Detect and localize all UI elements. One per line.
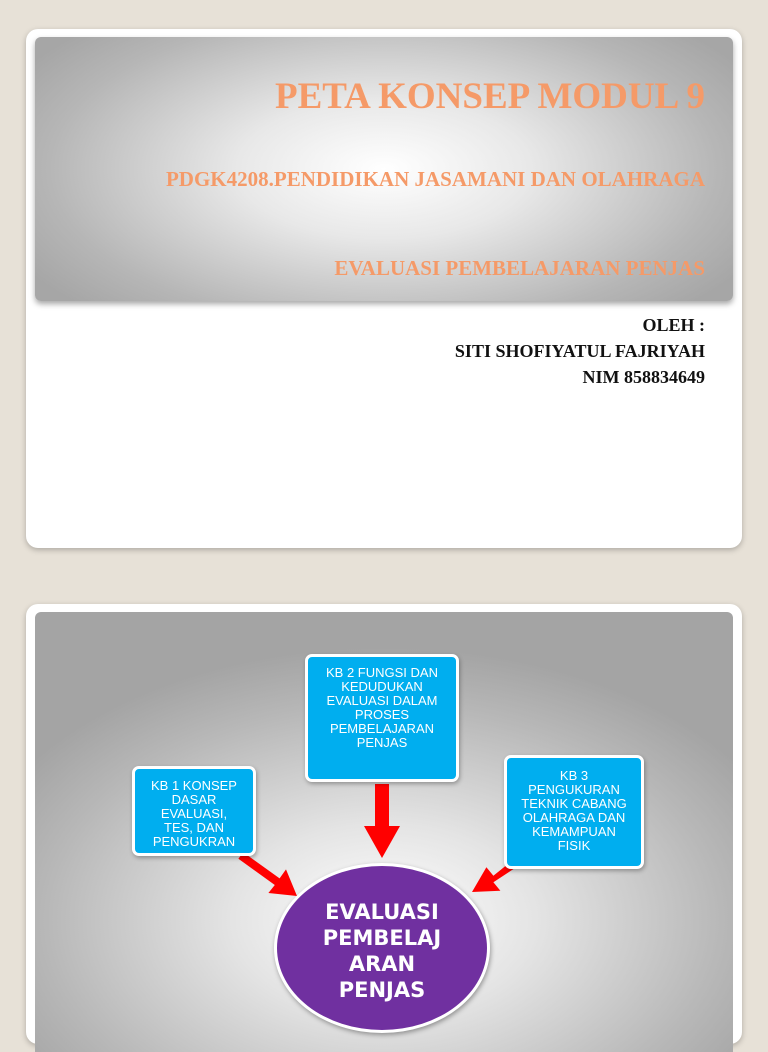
topic-title: EVALUASI PEMBELAJARAN PENJAS [334, 256, 705, 280]
concept-map-slide [26, 604, 742, 1044]
kb1-line: PENGUKRAN [152, 834, 236, 849]
central-concept-oval [274, 863, 490, 1033]
central-concept-line: PENJAS [338, 978, 426, 1002]
arrow-kb1-to-center [238, 852, 297, 896]
kb1-line: EVALUASI, [160, 806, 228, 821]
author-by-label: OLEH : [642, 315, 705, 335]
arrow-kb2-to-center [364, 784, 400, 858]
author-nim: NIM 858834649 [582, 367, 705, 387]
kb2-line: PENJAS [356, 735, 408, 750]
kb3-line: KEMAMPUAN [532, 824, 616, 839]
kb2-line: KEDUDUKAN [341, 679, 423, 694]
kb1-line: DASAR [171, 792, 217, 807]
kb2-line: PEMBELAJARAN [329, 721, 435, 736]
central-concept-line: ARAN [348, 952, 416, 976]
kb3-line: TEKNIK CABANG [521, 796, 627, 811]
title-slide [26, 29, 742, 548]
kb3-line: PENGUKURAN [528, 782, 620, 797]
author-block [455, 312, 705, 390]
kb2-concept-box [305, 654, 459, 782]
kb3-line: FISIK [557, 838, 591, 853]
concept-map-panel [35, 612, 733, 1052]
kb3-line: OLAHRAGA DAN [522, 810, 626, 825]
kb2-line: PROSES [354, 707, 410, 722]
kb3-concept-box [504, 755, 644, 869]
central-concept-line: PEMBELAJ [322, 926, 442, 950]
kb1-line: KB 1 KONSEP [151, 778, 237, 793]
kb2-line: EVALUASI DALAM [326, 693, 438, 708]
course-title: PDGK4208.PENDIDIKAN JASAMANI DAN OLAHRAGA [165, 167, 705, 191]
title-panel [35, 37, 733, 301]
central-concept-line: EVALUASI [325, 900, 439, 924]
kb2-line: KB 2 FUNGSI DAN [326, 665, 438, 680]
kb1-concept-box [132, 766, 256, 856]
slide-title: PETA KONSEP MODUL 9 [274, 76, 705, 117]
kb3-line: KB 3 [559, 768, 589, 783]
kb1-line: TES, DAN [164, 820, 224, 835]
author-name: SITI SHOFIYATUL FAJRIYAH [454, 341, 705, 361]
